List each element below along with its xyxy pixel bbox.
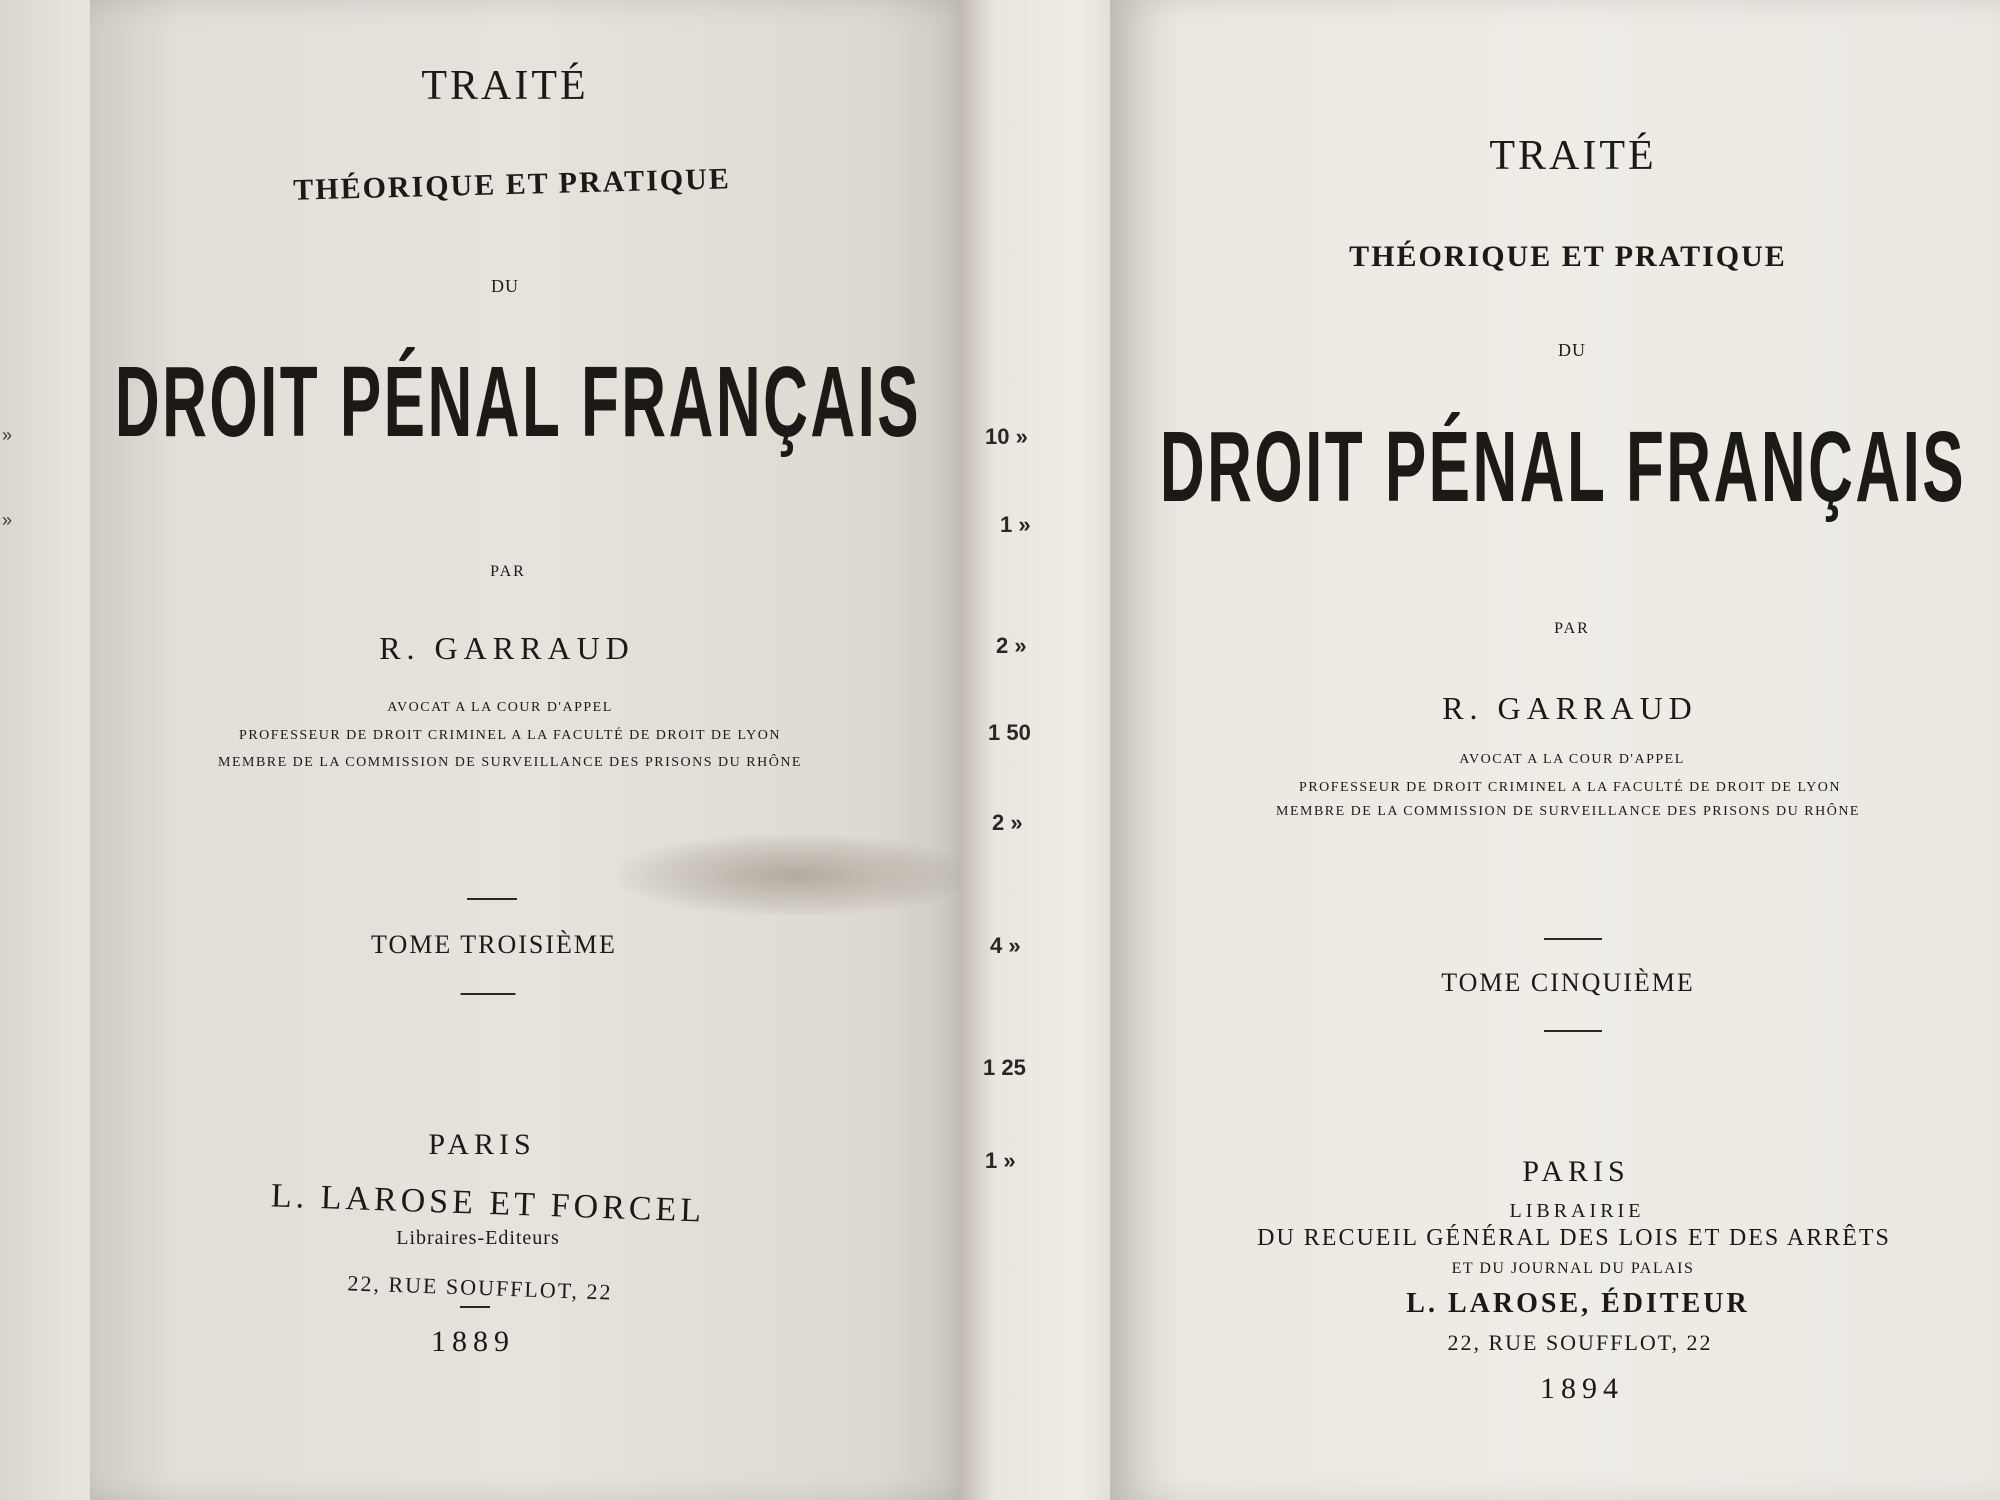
price-entry: 1 »	[985, 1148, 1016, 1173]
left-title-page	[90, 0, 980, 1500]
left-address: 22, RUE SOUFFLOT, 22	[347, 1270, 613, 1305]
right-publisher: L. LAROSE, ÉDITEUR	[1406, 1288, 1750, 1319]
right-rule-bottom	[1544, 1030, 1602, 1032]
right-main-title: DROIT PÉNAL FRANÇAIS	[1159, 411, 1967, 523]
right-traite: TRAITÉ	[1489, 133, 1657, 179]
price-entry: 10 »	[985, 424, 1028, 449]
right-librairie: LIBRAIRIE	[1509, 1200, 1645, 1222]
right-author: R. GARRAUD	[1442, 690, 1698, 726]
right-rule-top	[1544, 938, 1602, 940]
paper-stain	[620, 835, 970, 915]
right-par: PAR	[1554, 620, 1590, 637]
left-main-title: DROIT PÉNAL FRANÇAIS	[114, 346, 922, 458]
left-publisher: L. LAROSE ET FORCEL	[270, 1177, 706, 1230]
price-list-strip	[960, 0, 1130, 1500]
left-year: 1889	[431, 1325, 515, 1358]
right-journal: ET DU JOURNAL DU PALAIS	[1451, 1260, 1695, 1277]
right-credential: AVOCAT A LA COUR D'APPEL	[1459, 752, 1685, 767]
left-credential: AVOCAT A LA COUR D'APPEL	[387, 700, 613, 715]
price-entry: 1 50	[988, 720, 1031, 745]
left-traite: TRAITÉ	[421, 63, 589, 109]
left-credential: PROFESSEUR DE DROIT CRIMINEL A LA FACULTÉ DE DROIT DE LYON	[239, 728, 781, 743]
right-recueil: DU RECUEIL GÉNÉRAL DES LOIS ET DES ARRÊTS	[1257, 1225, 1891, 1251]
price-entry: 2 »	[996, 633, 1027, 658]
left-rule-bottom	[461, 993, 516, 995]
right-city: PARIS	[1522, 1155, 1630, 1188]
right-credential: MEMBRE DE LA COMMISSION DE SURVEILLANCE DES PRISONS DU RHÔNE	[1276, 804, 1860, 819]
left-du: DU	[491, 276, 519, 296]
edge-mark: »	[2, 425, 13, 445]
left-rule-top	[467, 898, 517, 900]
left-author: R. GARRAUD	[379, 630, 635, 666]
right-year: 1894	[1540, 1372, 1624, 1405]
price-entry: 1 »	[1000, 512, 1031, 537]
left-city: PARIS	[428, 1128, 536, 1161]
right-credential: PROFESSEUR DE DROIT CRIMINEL A LA FACULTÉ DE DROIT DE LYON	[1299, 780, 1841, 795]
left-rule-address	[460, 1306, 490, 1308]
left-credential: MEMBRE DE LA COMMISSION DE SURVEILLANCE DES PRISONS DU RHÔNE	[218, 755, 802, 770]
left-publisher-sub: Libraires-Editeurs	[396, 1227, 560, 1249]
left-par: PAR	[490, 563, 526, 580]
right-tome: TOME CINQUIÈME	[1441, 968, 1695, 997]
left-subtitle: THÉORIQUE ET PRATIQUE	[292, 162, 732, 207]
right-subtitle: THÉORIQUE ET PRATIQUE	[1349, 240, 1787, 273]
price-entry: 4 »	[990, 933, 1021, 958]
price-entry: 1 25	[983, 1055, 1026, 1080]
price-entry: 2 »	[992, 810, 1023, 835]
right-du: DU	[1558, 340, 1586, 360]
edge-mark: »	[2, 510, 13, 530]
right-address: 22, RUE SOUFFLOT, 22	[1447, 1330, 1713, 1355]
left-tome: TOME TROISIÈME	[371, 930, 617, 959]
